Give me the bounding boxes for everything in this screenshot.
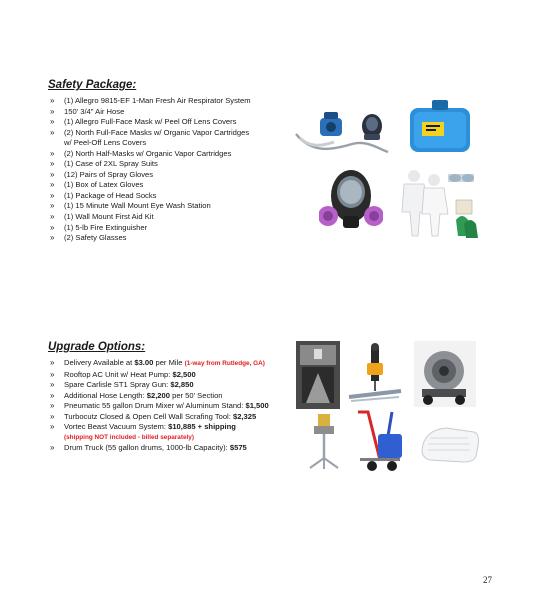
list-item — [48, 422, 298, 433]
item-price: $575 — [229, 442, 247, 452]
list-item — [48, 117, 288, 128]
item-text: (1) Allegro Full-Face Mask w/ Peel Off Lens Covers — [64, 117, 237, 127]
item-text: (1) 5-lb Fire Extinguisher — [64, 222, 148, 232]
list-item — [48, 443, 298, 454]
full-face-mask-photo — [319, 166, 383, 236]
item-text: Rooftop AC Unit w/ Heat Pump: — [64, 369, 173, 379]
vortec-beast-vacuum-photo — [414, 341, 476, 407]
list-item — [48, 233, 288, 244]
item-price: $2,325 — [232, 411, 257, 421]
item-text: (1) Wall Mount First Aid Kit — [64, 212, 154, 222]
item-price: $3.00 — [134, 358, 154, 367]
item-price: $2,850 — [170, 380, 194, 390]
item-text: Pneumatic 55 gallon Drum Mixer w/ Aluminum Stand: — [64, 401, 246, 411]
item-text: (1) Box of Latex Gloves — [64, 180, 144, 190]
upgrade-options-list — [48, 358, 298, 453]
respirator-system-photo — [292, 104, 402, 160]
list-item — [48, 370, 298, 381]
list-item — [48, 128, 288, 149]
drum-truck-photo — [352, 408, 408, 474]
list-item — [48, 191, 288, 202]
item-price: $1,500 — [245, 401, 269, 411]
item-text: (2) Safety Glasses — [64, 233, 127, 243]
item-text: (2) North Half-Masks w/ Organic Vapor Cartridges — [64, 148, 232, 158]
list-item — [48, 107, 288, 118]
item-price: $10,885 + shipping — [168, 422, 236, 432]
item-text: (1) 15 Minute Wall Mount Eye Wash Station — [64, 201, 211, 211]
list-item — [48, 391, 298, 402]
item-text: Drum Truck (55 gallon drums, 1000-lb Capacity): — [64, 442, 230, 452]
item-suffix: per Mile — [153, 358, 185, 367]
safety-package-heading: Safety Package: — [48, 79, 137, 91]
spray-gun-photo — [345, 341, 405, 407]
item-suffix: per 50' Section — [169, 390, 223, 400]
item-text: Additional Hose Length: — [64, 390, 147, 400]
item-text: (2) North Full-Face Masks w/ Organic Vapor Cartridges — [64, 127, 250, 137]
rooftop-ac-unit-photo — [416, 420, 482, 468]
list-item — [48, 149, 288, 160]
list-item — [48, 358, 298, 370]
list-item — [48, 401, 298, 412]
item-text: Spare Carlisle ST1 Spray Gun: — [64, 380, 171, 390]
item-text: (1) Package of Head Socks — [64, 190, 157, 200]
list-item — [48, 180, 288, 191]
list-item — [48, 170, 288, 181]
item-price: $2,200 — [146, 390, 170, 400]
spray-suits-gloves-photo — [398, 166, 480, 240]
list-item — [48, 412, 298, 423]
item-note: (1-way from Rutledge, GA) — [184, 360, 265, 367]
item-text: (12) Pairs of Spray Gloves — [64, 169, 154, 179]
list-item — [48, 159, 288, 170]
item-text: Delivery Available at — [64, 358, 135, 367]
item-text: (1) Allegro 9815-EF 1-Man Fresh Air Respirator System — [64, 96, 251, 105]
rooftop-ac-interior-photo — [296, 341, 340, 409]
list-item — [48, 380, 298, 391]
eye-wash-station-photo — [404, 96, 476, 156]
upgrade-options-heading: Upgrade Options: — [48, 341, 146, 353]
drum-mixer-photo — [306, 412, 342, 470]
page-number: 27 — [483, 575, 492, 585]
item-text: Vortec Beast Vacuum System: — [64, 422, 169, 432]
list-item — [48, 201, 288, 212]
item-note: (shipping NOT included - billed separately) — [64, 433, 194, 441]
list-item — [48, 212, 288, 223]
item-price: $2,500 — [172, 369, 196, 379]
item-text: (1) Case of 2XL Spray Suits — [64, 159, 158, 169]
list-item — [48, 96, 288, 107]
item-continuation: w/ Peel-Off Lens Covers — [64, 138, 147, 148]
item-text: 150' 3/4" Air Hose — [64, 106, 125, 116]
safety-package-list — [48, 96, 288, 244]
item-text: Turbocutz Closed & Open Cell Wall Scrafing Tool: — [64, 411, 233, 421]
list-item — [48, 223, 288, 234]
